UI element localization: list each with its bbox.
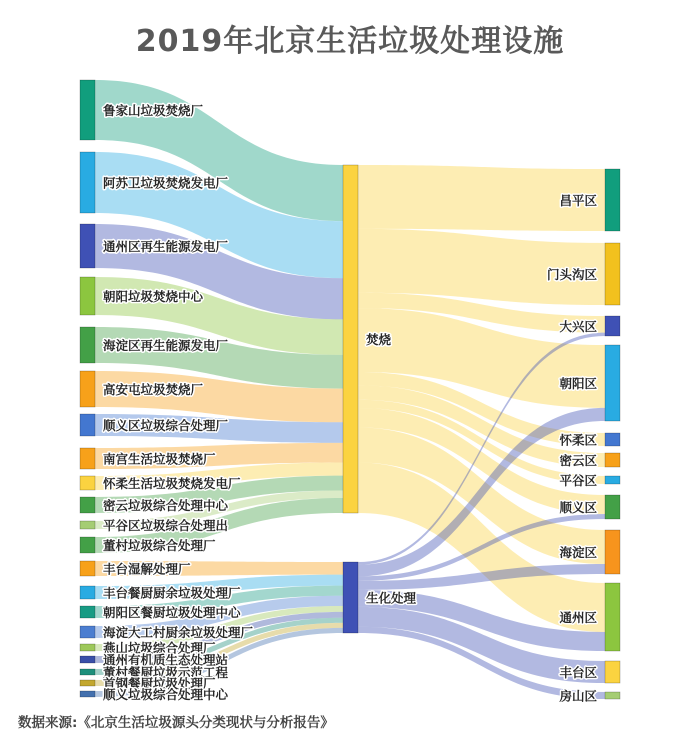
node-fengtai_cc[interactable]	[80, 586, 95, 599]
node-label-chaoyang_q: 朝阳区	[559, 376, 597, 391]
node-miyun_zx[interactable]	[80, 497, 95, 513]
node-label-asuwei: 阿苏卫垃圾焚烧发电厂	[103, 175, 229, 191]
node-label-dongcun_zh: 董村垃圾综合处理厂	[103, 538, 216, 553]
node-label-haidian_zs: 海淀区再生能源发电厂	[103, 338, 229, 353]
node-label-gaoantun: 高安屯垃圾焚烧厂	[103, 382, 204, 397]
node-label-pinggu_ch: 平谷区垃圾综合处理出	[103, 518, 229, 533]
node-label-changping: 昌平区	[559, 193, 597, 208]
node-label-haidian_dgc: 海淀大工村厨余垃圾处理厂	[103, 625, 254, 640]
node-dongcun_zh[interactable]	[80, 537, 95, 553]
node-shunyi_q[interactable]	[605, 495, 620, 519]
node-label-chaoyang_cc: 朝阳区餐厨垃圾处理中心	[103, 605, 241, 620]
node-label-fangshan_q: 房山区	[559, 688, 597, 704]
data-source-note: 数据来源:《北京生活垃圾源头分类现状与分析报告》	[18, 715, 334, 731]
node-fenshao[interactable]	[343, 165, 358, 513]
node-label-tongzhou_zs: 通州区再生能源发电厂	[103, 239, 229, 254]
node-haidian_zs[interactable]	[80, 327, 95, 363]
node-label-shunyi_zx: 顺义垃圾综合处理中心	[103, 687, 229, 702]
node-label-huairou_fs: 怀柔生活垃圾焚烧发电厂	[103, 476, 241, 491]
node-daxing[interactable]	[605, 316, 620, 336]
node-tongzhou_yjz[interactable]	[80, 656, 95, 663]
node-shunyi_zh[interactable]	[80, 414, 95, 436]
node-yanshan[interactable]	[80, 644, 95, 651]
node-label-tongzhou_q: 通州区	[559, 610, 597, 625]
node-label-dongcun_cc: 董村餐厨垃圾示范工程	[103, 665, 229, 680]
node-haidian_dgc[interactable]	[80, 626, 95, 638]
node-label-yanshan: 燕山垃圾综合处理厂	[103, 640, 216, 656]
node-label-haidian_q: 海淀区	[559, 545, 597, 560]
node-label-miyun_q: 密云区	[559, 453, 597, 468]
node-asuwei[interactable]	[80, 152, 95, 213]
chart-title: 2019年北京生活垃圾处理设施	[135, 24, 565, 59]
node-label-huairou_q: 怀柔区	[559, 432, 597, 448]
node-changping[interactable]	[605, 169, 620, 231]
node-haidian_q[interactable]	[605, 530, 620, 574]
node-chaoyang_fs[interactable]	[80, 277, 95, 315]
node-shenghua[interactable]	[343, 562, 358, 633]
node-tongzhou_zs[interactable]	[80, 224, 95, 268]
node-label-mentougou: 门头沟区	[546, 267, 597, 282]
node-label-pinggu_q: 平谷区	[559, 473, 597, 488]
node-label-shunyi_q: 顺义区	[559, 500, 597, 515]
node-shunyi_zx[interactable]	[80, 691, 95, 697]
node-shougang[interactable]	[80, 680, 95, 686]
node-label-shenghua: 生化处理	[366, 590, 417, 606]
node-label-lujiashan: 鲁家山垃圾焚烧厂	[103, 103, 204, 118]
node-pinggu_q[interactable]	[605, 476, 620, 484]
node-label-fengtai_cc: 丰台餐厨厨余垃圾处理厂	[103, 585, 241, 601]
node-label-shougang: 首钢餐厨垃圾处理厂	[103, 676, 216, 691]
node-label-shunyi_zh: 顺义区垃圾综合处理厂	[103, 418, 229, 433]
node-fengtai_sj[interactable]	[80, 561, 95, 576]
node-huairou_q[interactable]	[605, 433, 620, 446]
node-pinggu_ch[interactable]	[80, 521, 95, 529]
node-mentougou[interactable]	[605, 243, 620, 305]
node-label-chaoyang_fs: 朝阳垃圾焚烧中心	[103, 289, 204, 304]
node-nangong[interactable]	[80, 448, 95, 469]
node-huairou_fs[interactable]	[80, 476, 95, 490]
node-chaoyang_q[interactable]	[605, 345, 620, 421]
node-dongcun_cc[interactable]	[80, 669, 95, 675]
node-lujiashan[interactable]	[80, 80, 95, 140]
node-label-fengtai_q: 丰台区	[559, 665, 597, 680]
node-miyun_q[interactable]	[605, 453, 620, 467]
node-label-fenshao: 焚烧	[366, 332, 392, 347]
node-gaoantun[interactable]	[80, 371, 95, 407]
node-fangshan_q[interactable]	[605, 692, 620, 699]
node-chaoyang_cc[interactable]	[80, 606, 95, 618]
node-fengtai_q[interactable]	[605, 661, 620, 683]
node-tongzhou_q[interactable]	[605, 583, 620, 651]
node-label-nangong: 南宫生活垃圾焚烧厂	[103, 451, 216, 467]
node-label-miyun_zx: 密云垃圾综合处理中心	[103, 498, 229, 513]
node-label-tongzhou_yjz: 通州有机质生态处理站	[103, 652, 229, 668]
node-label-fengtai_sj: 丰台湿解处理厂	[103, 561, 191, 577]
node-label-daxing: 大兴区	[559, 319, 597, 334]
